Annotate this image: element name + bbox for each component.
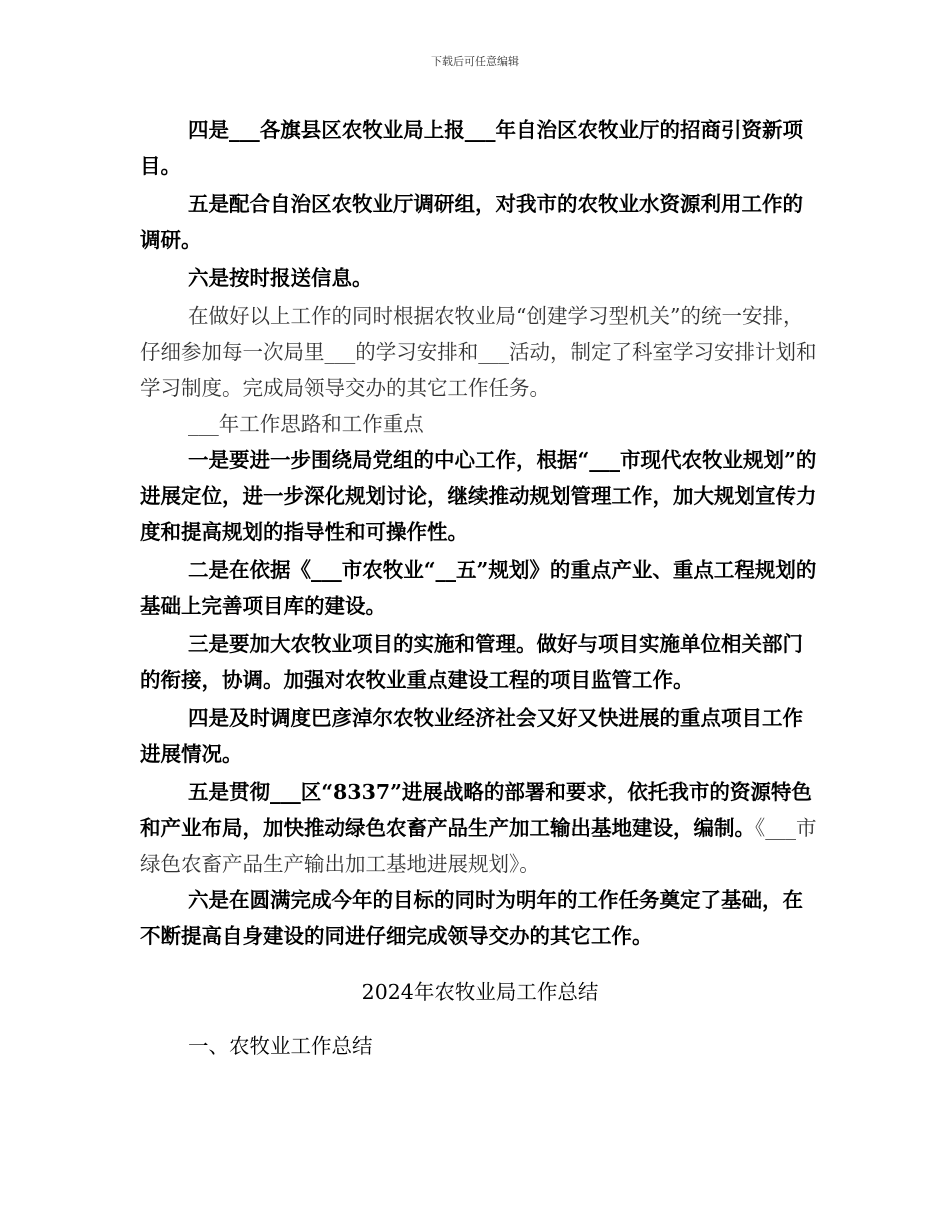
paragraph: 二是在依据《___市农牧业“__五”规划》的重点产业、重点工程规划的基础上完善项目库的建设。 bbox=[140, 558, 817, 618]
paragraph: 六是按时报送信息。 bbox=[188, 266, 373, 290]
paragraph: 六是在圆满完成今年的目标的同时为明年的工作任务奠定了基础，在不断提高自身建设的同进仔细完成领导交办的其它工作。 bbox=[140, 888, 803, 948]
paragraph: ___年工作思路和工作重点 bbox=[188, 412, 424, 436]
document-title: 2024年农牧业局工作总结 bbox=[361, 980, 599, 1004]
paragraph: 五是配合自治区农牧业厅调研组，对我市的农牧业水资源利用工作的调研。 bbox=[140, 192, 803, 252]
paragraph-text: 五是贯彻___区“8337”进展战略的部署和要求，依托我市的资源特色和产业布局，加快推动绿色农畜产品生产加工输出基地建设，编制。 bbox=[140, 780, 812, 840]
paragraph: 一是要进一步围绕局党组的中心工作，根据“___市现代农牧业规划”的进展定位，进一步深化规划讨论，继续推动规划管理工作，加大规划宣传力度和提高规划的指导性和可操作性。 bbox=[140, 448, 817, 544]
paragraph: 四是及时调度巴彦淖尔农牧业经济社会又好又快进展的重点项目工作进展情况。 bbox=[140, 706, 803, 766]
paragraph: 三是要加大农牧业项目的实施和管理。做好与项目实施单位相关部门的衔接，协调。加强对农牧业重点建设工程的项目监管工作。 bbox=[140, 632, 803, 692]
document-body bbox=[140, 112, 820, 1064]
paragraph: 四是___各旗县区农牧业局上报___年自治区农牧业厅的招商引资新项目。 bbox=[140, 118, 803, 178]
paragraph-text: 《___市绿色农畜产品生产输出加工基地进展规划》。 bbox=[140, 816, 817, 876]
section-heading: 一、农牧业工作总结 bbox=[188, 1034, 373, 1058]
paragraph bbox=[140, 774, 820, 882]
page-header: 下载后可任意编辑 bbox=[431, 55, 519, 68]
paragraph: 在做好以上工作的同时根据农牧业局“创建学习型机关”的统一安排，仔细参加每一次局里___的学习安排和___活动，制定了科室学习安排计划和学习制度。完成局领导交办的其它工作任务。 bbox=[140, 304, 817, 400]
